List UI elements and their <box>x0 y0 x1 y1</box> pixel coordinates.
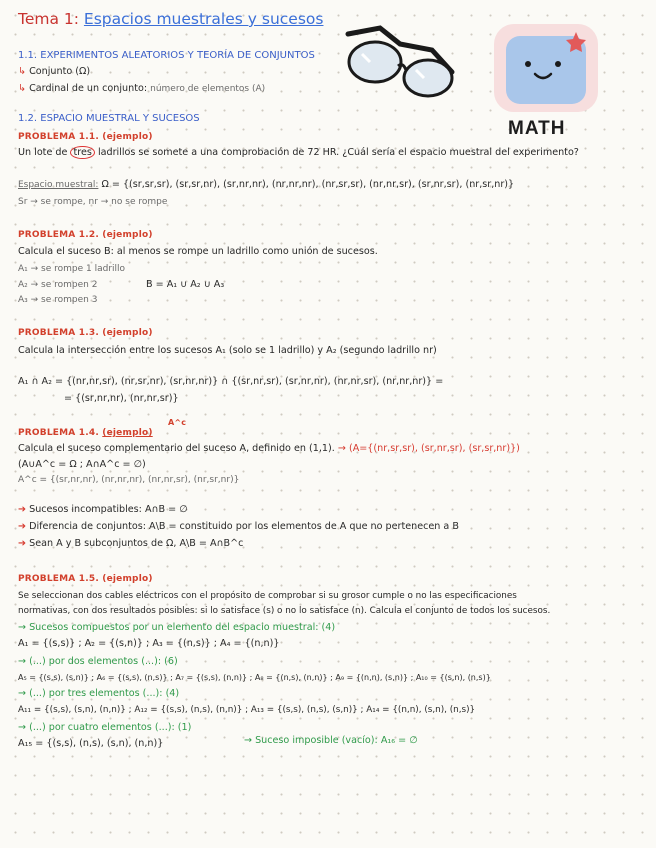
case-four-elements: → (...) por cuatro elementos (...): (1) <box>18 722 192 733</box>
complement-relation: (A∪A^c = Ω ; A∩A^c = ∅) <box>18 459 146 470</box>
event-a1: A₁ → se rompe 1 ladrillo <box>18 264 126 274</box>
sample-space: Espacio muestral: Ω = {(sr,sr,sr), (sr,sr,nr), (sr,nr,nr), (nr,nr,nr), (nr,sr,sr), (nr,nr,sr), (sr,nr,sr), (nr,sr,nr)} <box>18 179 515 190</box>
problem-1-2-heading: PROBLEMA 1.2. (ejemplo) <box>18 230 153 240</box>
bullet-cardinal: ↳ Cardinal de un conjunto: número de elementos (A) <box>18 83 266 94</box>
title-main: Espacios muestrales y sucesos <box>83 10 324 28</box>
intersection-line-2: = {(sr,nr,nr), (nr,nr,sr)} <box>64 393 179 404</box>
problem-1-5-heading: PROBLEMA 1.5. (ejemplo) <box>18 574 153 584</box>
glasses-icon <box>340 22 460 102</box>
def-diferencia: ➔ Diferencia de conjuntos: A\B = constituido por los elementos de A que no pertenecen a B <box>18 521 459 532</box>
problem-1-5-text-2: normativas, con dos resultados posibles: si lo satisface (s) o no lo satisface (n). Calcula el conjunto de todos los sucesos. <box>18 606 551 616</box>
title-prefix: Tema 1: <box>18 10 79 28</box>
def-subconjuntos: ➔ Sean A y B subconjuntos de Ω, A\B = A∩B^c <box>18 538 244 549</box>
problem-1-1-heading: PROBLEMA 1.1. (ejemplo) <box>18 132 153 142</box>
case-three-elements: → (...) por tres elementos (...): (4) <box>18 688 180 699</box>
union-formula: B = A₁ ∪ A₂ ∪ A₃ <box>146 279 225 290</box>
empty-event: → Suceso imposible (vacío): A₁₆ = ∅ <box>244 735 418 746</box>
arrow-icon: ➔ <box>18 521 27 532</box>
problem-1-3-heading: PROBLEMA 1.3. (ejemplo) <box>18 328 153 338</box>
case-three-values: A₁₁ = {(s,s), (s,n), (n,n)} ; A₁₂ = {(s,s), (n,s), (n,n)} ; A₁₃ = {(s,s), (n,s), (s,n)} ; A₁₄ = {(n,n), (s,n), (n,s)} <box>18 705 476 715</box>
smiley-sticker-icon <box>488 20 606 120</box>
event-a3: A₃ → se rompen 3 <box>18 295 98 305</box>
complement-result: A^c = {(sr,nr,nr), (nr,nr,nr), (nr,nr,sr), (nr,sr,nr)} <box>18 475 240 485</box>
page-title <box>18 10 323 28</box>
arrow-icon: ➔ <box>18 538 27 549</box>
problem-1-4-heading: PROBLEMA 1.4. (ejemplo) <box>18 428 153 438</box>
case-one-element: → Sucesos compuestos por un elemento del espacio muestral: (4) <box>18 622 336 633</box>
problem-1-2-text: Calcula el suceso B: al menos se rompe un ladrillo como unión de sucesos. <box>18 246 378 257</box>
ac-annotation: A^c <box>168 418 187 427</box>
section-1-2-heading: 1.2. ESPACIO MUESTRAL Y SUCESOS <box>18 113 200 124</box>
case-two-elements: → (...) por dos elementos (...): (6) <box>18 656 178 667</box>
event-a2: A₂ → se rompen 2 <box>18 280 98 290</box>
problem-1-3-text: Calcula la intersección entre los sucesos A₁ (solo se 1 ladrillo) y A₂ (segundo ladrillo nr) <box>18 345 437 356</box>
section-1-1-heading: 1.1. EXPERIMENTOS ALEATORIOS Y TEORÍA DE CONJUNTOS <box>18 50 315 61</box>
def-incompatibles: ➔ Sucesos incompatibles: A∩B = ∅ <box>18 504 188 515</box>
arrow-icon: ↳ <box>18 83 27 94</box>
bullet-conjunto: ↳ Conjunto (Ω) <box>18 66 91 77</box>
intersection-line-1: A₁ ∩ A₂ = {(nr,nr,sr), (nr,sr,nr), (sr,nr,nr)} ∩ {(sr,nr,sr), (sr,nr,nr), (nr,nr,sr), (nr,nr,nr)} = <box>18 376 444 387</box>
arrow-icon: ➔ <box>18 504 27 515</box>
arrow-icon: ↳ <box>18 66 27 77</box>
sample-note: Sr → se rompe, nr → no se rompe <box>18 197 168 207</box>
problem-1-5-text-1: Se seleccionan dos cables eléctricos con el propósito de comprobar si su grosor cumple o no las especificaciones <box>18 591 517 601</box>
case-two-values: A₅ = {(s,s), (s,n)} ; A₆ = {(s,s), (n,s)} ; A₇ = {(s,s), (n,n)} ; A₈ = {(n,s), (n,n)} ; A₉ = {(n,n), (s,n)} ; A₁₀ = {(s,n), (n,s)} <box>18 673 491 682</box>
sticker-label: MATH <box>508 118 566 139</box>
case-one-values: A₁ = {(s,s)} ; A₂ = {(s,n)} ; A₃ = {(n,s)} ; A₄ = {(n,n)} <box>18 638 280 649</box>
circled-word: tres <box>70 146 94 159</box>
problem-1-4-text: Calcula el suceso complementario del suceso A, definido en (1,1). → (A={(nr,sr,sr), (sr,nr,sr), (sr,sr,nr)}) <box>18 443 520 454</box>
problem-1-1-text: Un lote de tres ladrillos se somete a una comprobación de 72 HR. ¿Cuál sería el espacio muestral del experimento? <box>18 147 579 158</box>
case-four-values: A₁₅ = {(s,s), (n,s), (s,n), (n,n)} <box>18 738 164 749</box>
